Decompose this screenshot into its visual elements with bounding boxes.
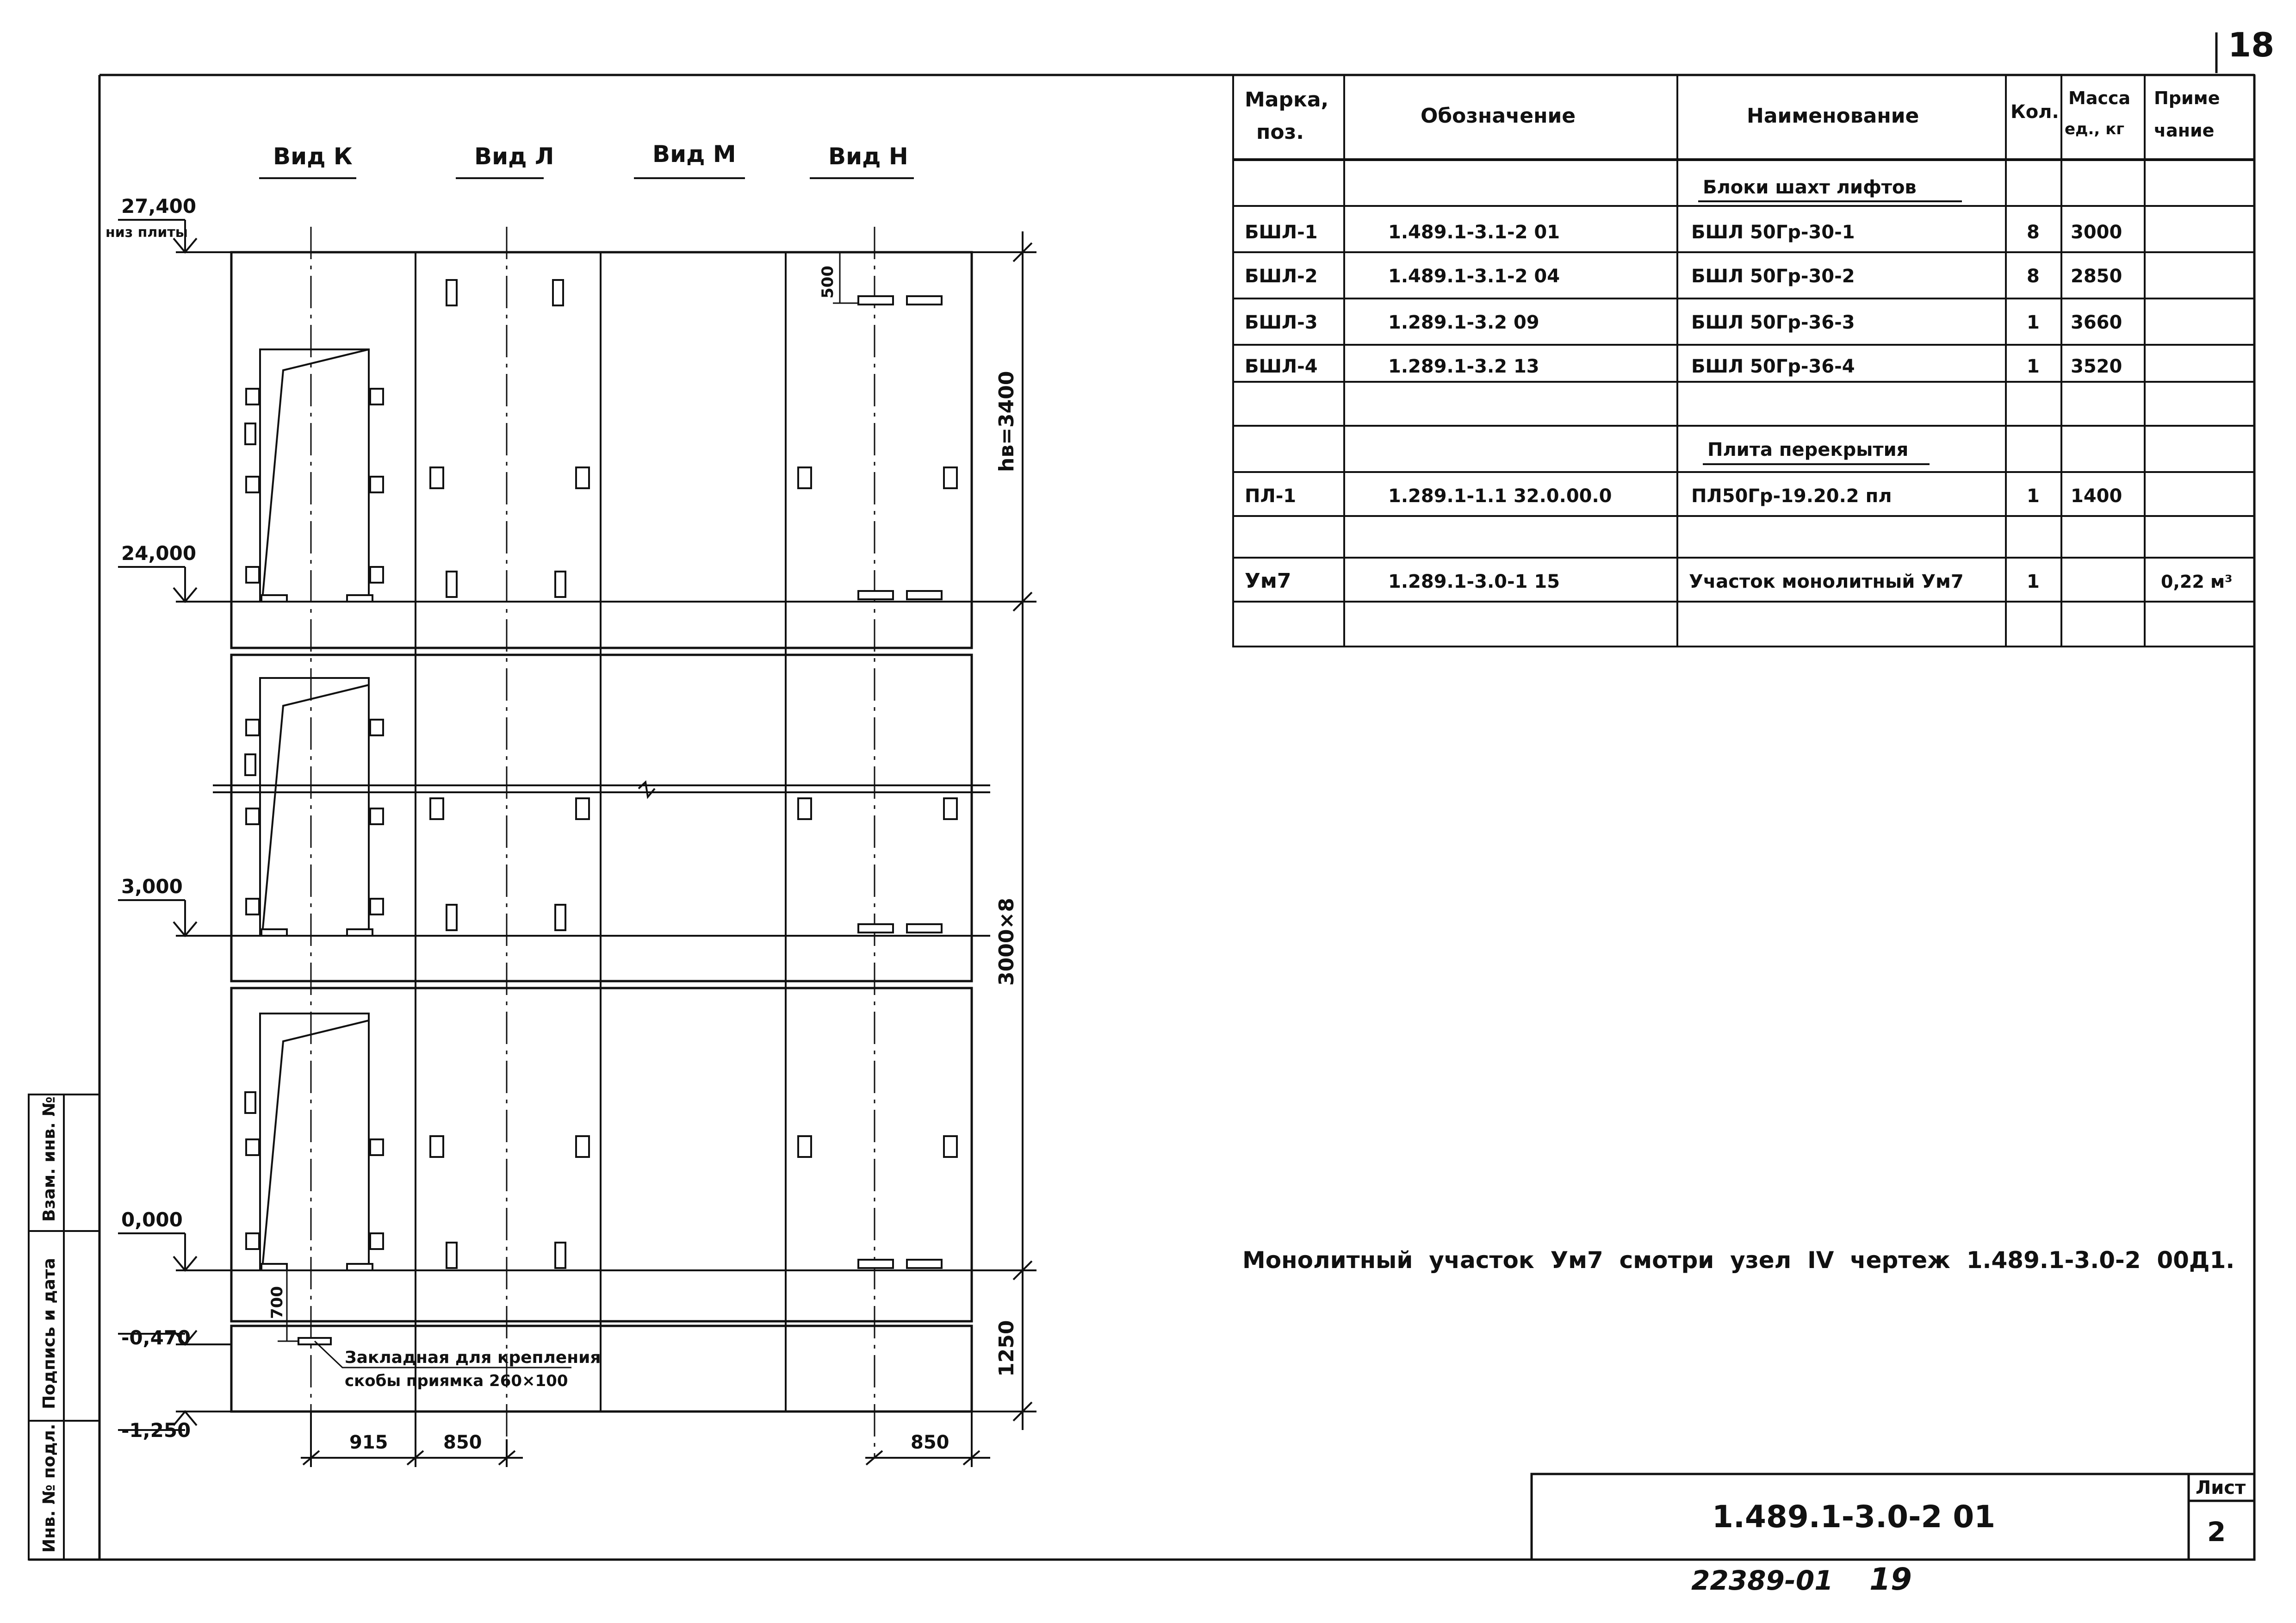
dim-850-left: 850 bbox=[443, 1432, 482, 1453]
level-top-note: низ плиты bbox=[105, 224, 188, 241]
dim-pit: 1250 bbox=[995, 1320, 1018, 1377]
stamp-inv-repl: Взам. инв. № bbox=[40, 1096, 59, 1222]
sheet-label: Лист bbox=[2196, 1477, 2246, 1499]
hdr-mass-line2: ед., кг bbox=[2065, 120, 2125, 138]
cell-qty: 1 bbox=[2027, 485, 2040, 507]
level-3: 3,000 bbox=[121, 875, 183, 898]
cell-name: БШЛ 50Гр-36-3 bbox=[1691, 312, 1855, 333]
section-blocks: Блоки шахт лифтов bbox=[1703, 177, 1917, 198]
cell-qty: 1 bbox=[2027, 571, 2040, 592]
cell-qty: 8 bbox=[2027, 222, 2040, 243]
level-top: 27,400 bbox=[121, 195, 197, 218]
hdr-note-line1: Приме bbox=[2154, 88, 2220, 108]
bottom-stamp: 22389-01 bbox=[1691, 1565, 1833, 1596]
cell-designation: 1.289.1-3.0-1 15 bbox=[1388, 571, 1560, 592]
dim-500: 500 bbox=[819, 266, 837, 298]
view-k-title: Вид К bbox=[273, 143, 353, 170]
embed-note-line2: скобы приямка 260×100 bbox=[345, 1372, 568, 1390]
axis-lines bbox=[311, 227, 875, 1458]
cell-mass: 3000 bbox=[2071, 222, 2122, 243]
sheet-number: 2 bbox=[2207, 1516, 2226, 1548]
bottom-page: 19 bbox=[1869, 1561, 1912, 1597]
hdr-note-line2: чание bbox=[2154, 120, 2215, 141]
hdr-name: Наименование bbox=[1747, 104, 1919, 128]
hdr-designation: Обозначение bbox=[1421, 104, 1576, 128]
cell-note: 0,22 м³ bbox=[2161, 572, 2233, 592]
cell-name: БШЛ 50Гр-30-1 bbox=[1691, 222, 1855, 243]
cell-qty: 1 bbox=[2027, 312, 2040, 333]
corner-number: 18 bbox=[2228, 25, 2275, 64]
level-0: 0,000 bbox=[121, 1208, 183, 1231]
elevation-drawing bbox=[105, 195, 1036, 1467]
cell-mass: 2850 bbox=[2071, 266, 2122, 287]
cell-designation: 1.489.1-3.1-2 01 bbox=[1388, 222, 1560, 243]
door-openings bbox=[260, 349, 369, 1270]
dim-hb: hв=3400 bbox=[995, 371, 1018, 472]
cell-qty: 8 bbox=[2027, 266, 2040, 287]
cell-designation: 1.289.1-3.2 13 bbox=[1388, 356, 1539, 377]
stamp-inv-orig: Инв. № подл. bbox=[40, 1424, 59, 1553]
dim-850-right: 850 bbox=[911, 1432, 949, 1453]
cell-mark: БШЛ-4 bbox=[1245, 356, 1318, 377]
level-m1250: -1,250 bbox=[121, 1419, 191, 1442]
cell-name: БШЛ 50Гр-30-2 bbox=[1691, 266, 1855, 287]
spec-row bbox=[1245, 266, 2122, 287]
level-markers bbox=[118, 220, 197, 1430]
dim-700: 700 bbox=[268, 1286, 286, 1319]
cell-mark: БШЛ-2 bbox=[1245, 266, 1318, 287]
title-designation: 1.489.1-3.0-2 01 bbox=[1712, 1499, 1996, 1535]
title-block bbox=[1532, 1474, 2254, 1560]
spec-row bbox=[1245, 222, 2122, 243]
view-n-title: Вид Н bbox=[828, 143, 908, 170]
level-m0470: -0,470 bbox=[121, 1326, 191, 1349]
cell-mass: 3660 bbox=[2071, 312, 2122, 333]
hdr-mark-line1: Марка, bbox=[1245, 88, 1329, 112]
cell-mark: Ум7 bbox=[1245, 569, 1291, 593]
horizontal-dimensions bbox=[301, 1412, 990, 1467]
cell-name: БШЛ 50Гр-36-4 bbox=[1691, 356, 1855, 377]
cell-name: Участок монолитный Ум7 bbox=[1689, 571, 1964, 592]
spec-row bbox=[1245, 356, 2122, 377]
cell-name: ПЛ50Гр-19.20.2 пл bbox=[1691, 485, 1892, 507]
spec-row bbox=[1245, 312, 2122, 333]
cell-designation: 1.489.1-3.1-2 04 bbox=[1388, 266, 1560, 287]
spec-table bbox=[1233, 75, 2254, 647]
stamp-sign-date: Подпись и дата bbox=[40, 1258, 59, 1409]
level-lines bbox=[176, 252, 1036, 1412]
view-titles bbox=[259, 141, 914, 178]
hdr-mark-line2: поз. bbox=[1256, 120, 1304, 144]
dim-floors: 3000×8 bbox=[995, 898, 1018, 986]
hdr-mass-line1: Масса bbox=[2068, 88, 2131, 108]
cell-mark: ПЛ-1 bbox=[1245, 485, 1297, 507]
cell-mark: БШЛ-1 bbox=[1245, 222, 1318, 243]
cell-designation: 1.289.1-3.2 09 bbox=[1388, 312, 1539, 333]
cell-designation: 1.289.1-1.1 32.0.00.0 bbox=[1388, 485, 1612, 507]
view-separators bbox=[416, 252, 786, 1412]
dim-915: 915 bbox=[349, 1432, 388, 1453]
hdr-qty: Кол. bbox=[2011, 101, 2059, 123]
spec-row bbox=[1245, 485, 2122, 507]
side-stamp bbox=[29, 1094, 99, 1560]
section-slab: Плита перекрытия bbox=[1707, 439, 1909, 460]
spec-row bbox=[1245, 569, 2233, 593]
view-l-title: Вид Л bbox=[474, 143, 554, 170]
cell-qty: 1 bbox=[2027, 356, 2040, 377]
cell-mass: 3520 bbox=[2071, 356, 2122, 377]
level-24: 24,000 bbox=[121, 542, 197, 565]
cell-mass: 1400 bbox=[2071, 485, 2122, 507]
view-m-title: Вид М bbox=[652, 141, 736, 168]
footnote: Монолитный участок Ум7 смотри узел IV чертеж 1.489.1-3.0-2 00Д1. bbox=[1242, 1247, 2235, 1274]
embed-note-line1: Закладная для крепления bbox=[345, 1348, 601, 1367]
cell-mark: БШЛ-3 bbox=[1245, 312, 1318, 333]
